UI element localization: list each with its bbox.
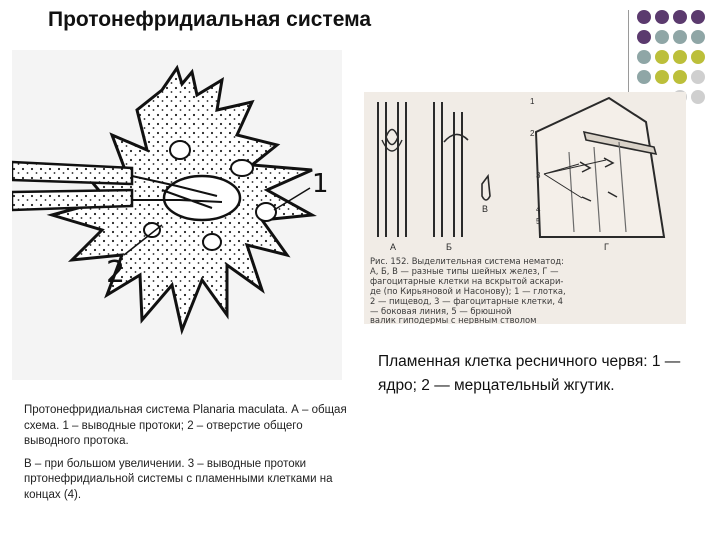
scan-caption-line-2: А, Б, В — разные типы шейных желез, Г — — [370, 266, 559, 276]
label-1: 1 — [312, 169, 329, 199]
scan-caption-line-1: Рис. 152. Выделительная система нематод: — [370, 256, 564, 266]
label-r4: 4 — [536, 205, 541, 214]
scan-caption-line-7: валик гиподермы с нервным стволом — [370, 315, 537, 324]
label-b: Б — [446, 242, 452, 252]
decorative-dot — [673, 50, 687, 64]
decorative-dot — [637, 70, 651, 84]
planaria-caption-para-2: В – при большом увеличении. 3 – выводные протоки пртонефридиальной системы с пламенными клетками на концах (4). — [24, 457, 333, 501]
planaria-diagram — [12, 50, 342, 380]
label-r2: 2 — [530, 129, 535, 138]
label-r1: 1 — [530, 97, 535, 106]
decorative-dot — [673, 70, 687, 84]
slide-title: Протонефридиальная система — [48, 8, 372, 31]
decorative-dot — [637, 30, 651, 44]
decorative-dot — [655, 30, 669, 44]
decorative-dot — [691, 10, 705, 24]
label-v: В — [482, 204, 489, 214]
label-2: 2 — [106, 255, 126, 290]
label-a: А — [390, 242, 397, 252]
scan-caption-line-3: фагоцитарные клетки на вскрытой аскари- — [370, 276, 564, 286]
scan-caption-line-5: 2 — пищевод, 3 — фагоцитарные клетки, 4 — [370, 296, 563, 306]
decorative-dot — [673, 30, 687, 44]
label-r3: 3 — [536, 171, 541, 180]
scan-caption-line-4: де (по Кирьяновой и Насонову); 1 — глотка, — [370, 286, 566, 296]
decorative-dot — [691, 70, 705, 84]
decorative-dot — [673, 10, 687, 24]
decorative-dot — [655, 70, 669, 84]
scan-caption-line-6: — боковая линия, 5 — брюшной — [370, 306, 512, 316]
planaria-caption-para-1: Протонефридиальная система Planaria maculata. А – общая схема. 1 – выводные протоки; 2 – отверстие общего выводного протока. — [24, 404, 347, 447]
decorative-dot — [637, 10, 651, 24]
decorative-dot — [691, 30, 705, 44]
decorative-dot — [691, 50, 705, 64]
decorative-dot — [691, 90, 705, 104]
planaria-caption — [24, 403, 354, 510]
decorative-dot — [637, 50, 651, 64]
nematode-excretory-diagram — [364, 92, 686, 324]
label-g: Г — [604, 242, 609, 252]
flame-cell-caption: Пламенная клетка ресничного червя: 1 — ядро; 2 — мерцательный жгутик. — [378, 353, 681, 394]
decorative-dot — [655, 50, 669, 64]
label-r5: 5 — [536, 217, 541, 226]
decorative-dot — [655, 10, 669, 24]
